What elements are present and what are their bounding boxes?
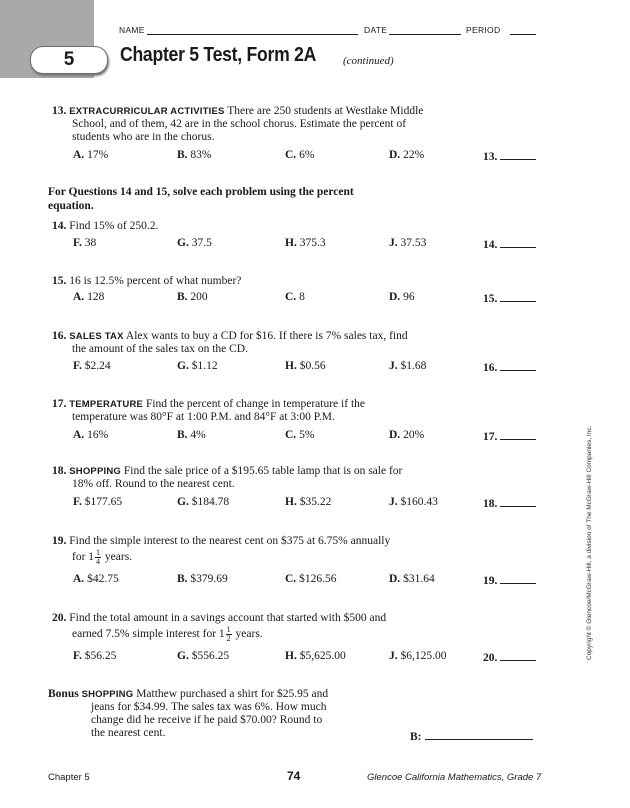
choice-f: F. 38 — [73, 237, 97, 249]
answer-blank-13[interactable]: 13. — [483, 149, 536, 163]
instructions: For Questions 14 and 15, solve each problem using the percent equation. — [48, 186, 354, 212]
question-text: for 1 $\frac{1}{4}$ years. — [72, 548, 133, 566]
question-text: Alex wants to buy a CD for $16. If there is 7% sales tax, find — [125, 330, 408, 342]
question-keyword: SALES TAX — [69, 331, 124, 342]
question-keyword: SHOPPING — [81, 689, 134, 700]
choice-h: H. $0.56 — [285, 360, 326, 372]
footer-chapter: Chapter 5 — [48, 772, 90, 783]
question-text: School, and of them, 42 are in the school chorus. Estimate the percent of — [72, 118, 407, 130]
period-line — [510, 34, 536, 35]
choice-d: D. 22% — [389, 149, 425, 161]
choice-d: D. $31.64 — [389, 573, 435, 585]
page-number: 74 — [287, 769, 301, 783]
answer-blank-14[interactable]: 14. — [483, 237, 536, 251]
page-title: Chapter 5 Test, Form 2A — [120, 44, 317, 66]
question-text: students who are in the chorus. — [72, 131, 215, 143]
period-label: PERIOD — [466, 25, 501, 35]
choice-j: J. $1.68 — [389, 360, 427, 372]
choice-j: J. $160.43 — [389, 496, 438, 508]
name-label: NAME — [119, 25, 145, 35]
question-text: the amount of the sales tax on the CD. — [72, 343, 248, 355]
choice-b: B. 4% — [177, 429, 206, 441]
question-18: 18. SHOPPING Find the sale price of a $195.65 table lamp that is on sale for — [52, 465, 403, 477]
continued-label: (continued) — [343, 55, 394, 67]
choice-f: F. $177.65 — [73, 496, 123, 508]
answer-blank-17[interactable]: 17. — [483, 429, 536, 443]
choice-a: A. 128 — [73, 291, 105, 303]
choice-d: D. 20% — [389, 429, 425, 441]
copyright-notice: Copyright © Glencoe/McGraw-Hill, a division of The McGraw-Hill Companies, Inc. — [586, 425, 593, 660]
question-text: Matthew purchased a shirt for $25.95 and — [136, 688, 329, 700]
choice-f: F. $56.25 — [73, 650, 117, 662]
choice-h: H. 375.3 — [285, 237, 326, 249]
question-19: 19. Find the simple interest to the nearest cent on $375 at 6.75% annually — [52, 535, 391, 547]
choice-j: J. 37.53 — [389, 237, 427, 249]
question-text: Find 15% of 250.2. — [69, 220, 159, 232]
choice-b: B. 83% — [177, 149, 212, 161]
fraction: $\frac{1}{4}$ — [96, 548, 101, 566]
choice-c: C. 6% — [285, 149, 315, 161]
question-text: Find the sale price of a $195.65 table lamp that is on sale for — [123, 465, 403, 477]
choice-b: B. $379.69 — [177, 573, 228, 585]
choice-c: C. 8 — [285, 291, 305, 303]
question-number: 13. — [52, 105, 67, 117]
bonus-question — [48, 688, 328, 702]
question-text: 16 is 12.5% percent of what number? — [69, 275, 242, 287]
question-keyword: TEMPERATURE — [69, 399, 144, 410]
choice-d: D. 96 — [389, 291, 415, 303]
bonus-answer-blank[interactable]: B: — [410, 729, 533, 743]
answer-blank-20[interactable]: 20. — [483, 650, 536, 664]
question-text: 18% off. Round to the nearest cent. — [72, 478, 235, 490]
choice-a: A. $42.75 — [73, 573, 119, 585]
question-text: jeans for $34.99. The sales tax was 6%. How much — [91, 701, 327, 713]
answer-blank-18[interactable]: 18. — [483, 496, 536, 510]
question-16: 16. SALES TAX Alex wants to buy a CD for $16. If there is 7% sales tax, find — [52, 330, 408, 342]
question-keyword: SHOPPING — [69, 466, 121, 477]
choice-g: G. 37.5 — [177, 237, 212, 249]
choice-h: H. $35.22 — [285, 496, 332, 508]
answer-blank-19[interactable]: 19. — [483, 573, 536, 587]
choice-f: F. $2.24 — [73, 360, 111, 372]
question-text: earned 7.5% simple interest for 1 $\frac{1}{2}$ years. — [72, 625, 263, 643]
question-text: Find the percent of change in temperature if the — [145, 398, 365, 410]
question-14: 14. Find 15% of 250.2. — [52, 220, 159, 232]
question-text: temperature was 80°F at 1:00 P.M. and 84°F at 3:00 P.M. — [72, 411, 335, 423]
question-text: Find the simple interest to the nearest cent on $375 at 6.75% annually — [69, 535, 391, 547]
fraction: $\frac{1}{2}$ — [226, 625, 231, 643]
choice-a: A. 16% — [73, 429, 109, 441]
footer-book-title: Glencoe California Mathematics, Grade 7 — [367, 772, 542, 783]
choice-a: A. 17% — [73, 149, 109, 161]
choice-g: G. $1.12 — [177, 360, 218, 372]
chapter-number-badge: 5 — [30, 46, 108, 74]
question-text: There are 250 students at Westlake Middle — [227, 105, 424, 117]
date-line — [389, 34, 461, 35]
answer-blank-16[interactable]: 16. — [483, 360, 536, 374]
name-line — [147, 34, 358, 35]
question-text: change did he receive if he paid $70.00? Round to — [91, 714, 323, 726]
bonus-label: Bonus — [48, 688, 79, 700]
question-13 — [52, 105, 423, 119]
choice-h: H. $5,625.00 — [285, 650, 346, 662]
choice-b: B. 200 — [177, 291, 208, 303]
answer-blank-15[interactable]: 15. — [483, 291, 536, 305]
choice-j: J. $6,125.00 — [389, 650, 447, 662]
question-17: 17. TEMPERATURE Find the percent of change in temperature if the — [52, 398, 365, 410]
question-keyword: EXTRACURRICULAR ACTIVITIES — [69, 106, 225, 117]
question-20: 20. Find the total amount in a savings account that started with $500 and — [52, 612, 387, 624]
choice-c: C. $126.56 — [285, 573, 337, 585]
choice-c: C. 5% — [285, 429, 315, 441]
choice-g: G. $556.25 — [177, 650, 230, 662]
question-text: Find the total amount in a savings account that started with $500 and — [69, 612, 387, 624]
date-label: DATE — [364, 25, 388, 35]
choice-g: G. $184.78 — [177, 496, 230, 508]
question-text: the nearest cent. — [91, 727, 166, 739]
question-15: 15. 16 is 12.5% percent of what number? — [52, 275, 242, 287]
